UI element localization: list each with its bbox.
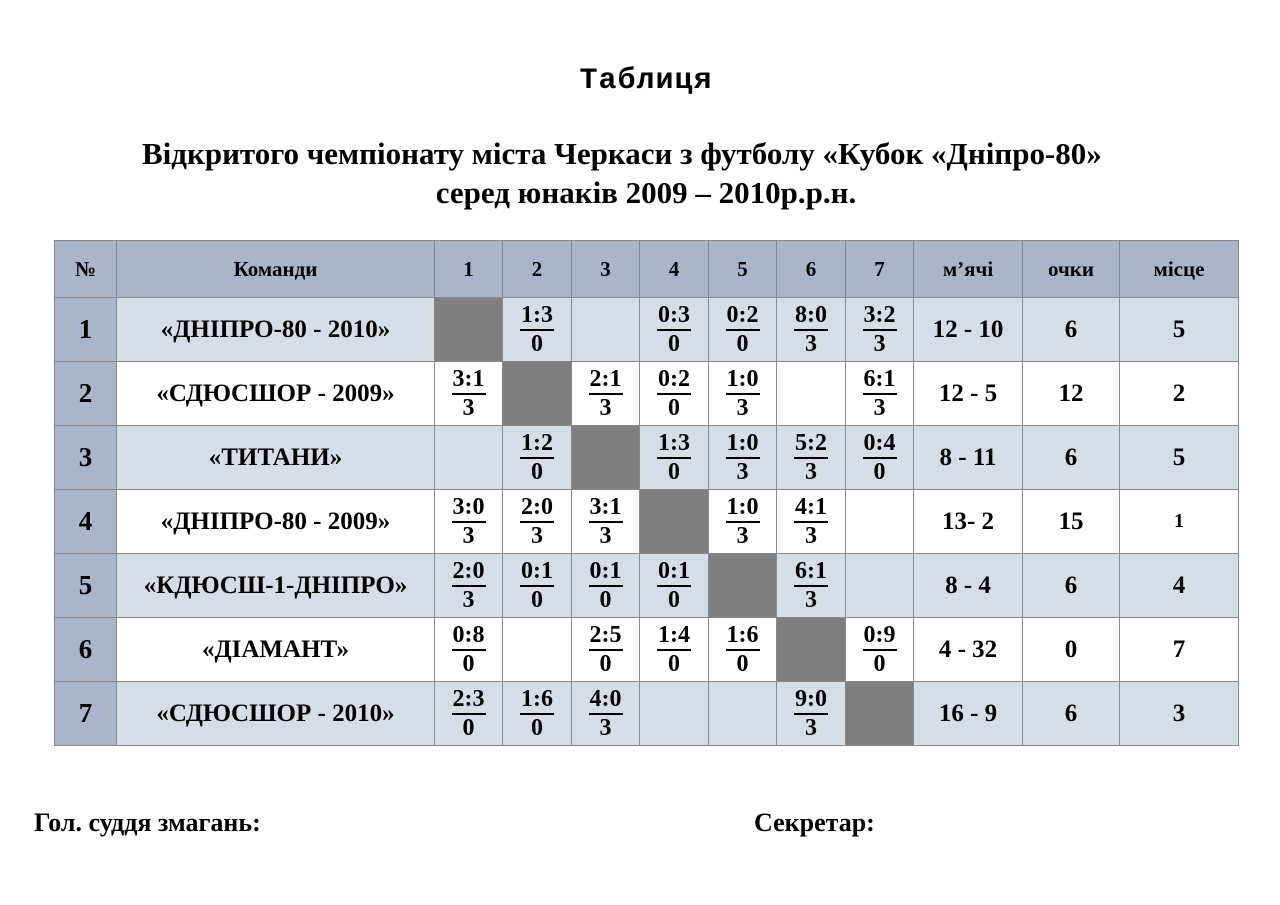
result-cell [572, 618, 640, 682]
match-score: 0:1 [657, 558, 691, 587]
header-points: очки [1023, 241, 1120, 298]
match-points: 0 [668, 586, 680, 613]
match-points: 3 [805, 330, 817, 357]
team-place: 3 [1120, 682, 1239, 746]
result-cell [846, 426, 914, 490]
row-number: 2 [55, 362, 117, 426]
team-place: 1 [1120, 490, 1239, 554]
result-cell [435, 426, 503, 490]
result-cell [846, 618, 914, 682]
result-cell [435, 618, 503, 682]
match-score: 0:2 [657, 366, 691, 395]
table-row [55, 298, 1239, 362]
match-score: 3:1 [452, 366, 486, 395]
match-points: 0 [531, 458, 543, 485]
result-cell [503, 682, 572, 746]
result-cell [846, 554, 914, 618]
match-score: 0:8 [452, 622, 486, 651]
result-cell [503, 426, 572, 490]
match-score: 1:0 [726, 494, 760, 523]
result-cell [777, 682, 846, 746]
match-score: 4:0 [589, 686, 623, 715]
header-balls: м’ячі [914, 241, 1023, 298]
result-cell [435, 682, 503, 746]
team-place: 4 [1120, 554, 1239, 618]
diagonal-cell [846, 682, 914, 746]
match-points: 3 [805, 522, 817, 549]
match-score: 0:9 [863, 622, 897, 651]
result-cell [572, 362, 640, 426]
match-points: 3 [462, 394, 475, 421]
header-col-5: 5 [709, 241, 777, 298]
result-cell [640, 298, 709, 362]
diagonal-cell [777, 618, 846, 682]
header-col-4: 4 [640, 241, 709, 298]
row-number: 6 [55, 618, 117, 682]
match-score: 6:1 [794, 558, 828, 587]
match-score: 2:5 [589, 622, 623, 651]
team-place: 5 [1120, 426, 1239, 490]
match-score: 1:0 [726, 366, 760, 395]
result-cell [777, 298, 846, 362]
diagonal-cell [572, 426, 640, 490]
goals-balance: 13- 2 [914, 490, 1023, 554]
match-score: 2:1 [589, 366, 623, 395]
match-points: 0 [736, 330, 749, 357]
result-cell [572, 682, 640, 746]
result-cell [435, 490, 503, 554]
team-points: 6 [1023, 426, 1120, 490]
match-score: 1:0 [726, 430, 760, 459]
goals-balance: 12 - 5 [914, 362, 1023, 426]
match-points: 3 [599, 394, 612, 421]
header-col-7: 7 [846, 241, 914, 298]
team-points: 6 [1023, 682, 1120, 746]
goals-balance: 8 - 4 [914, 554, 1023, 618]
match-score: 6:1 [863, 366, 897, 395]
match-points: 0 [668, 394, 680, 421]
match-score: 5:2 [794, 430, 828, 459]
match-points: 0 [668, 650, 680, 677]
result-cell [709, 426, 777, 490]
result-cell [709, 362, 777, 426]
team-points: 15 [1023, 490, 1120, 554]
match-points: 3 [873, 394, 886, 421]
match-points: 3 [599, 522, 612, 549]
row-number: 5 [55, 554, 117, 618]
team-points: 12 [1023, 362, 1120, 426]
result-cell [503, 298, 572, 362]
match-score: 9:0 [794, 686, 828, 715]
match-score: 8:0 [794, 302, 828, 331]
result-cell [640, 426, 709, 490]
table-row [55, 426, 1239, 490]
match-points: 3 [599, 714, 612, 741]
match-score: 4:1 [794, 494, 828, 523]
match-score: 1:6 [520, 686, 554, 715]
team-place: 2 [1120, 362, 1239, 426]
match-score: 1:3 [520, 302, 554, 331]
row-number: 7 [55, 682, 117, 746]
standings-table [54, 240, 1239, 746]
diagonal-cell [709, 554, 777, 618]
result-cell [435, 554, 503, 618]
table-row [55, 554, 1239, 618]
secretary-signature-label: Секретар: [754, 808, 875, 837]
header-row [55, 241, 1239, 298]
match-score: 0:2 [726, 302, 760, 331]
team-name: «ДНІПРО-80 - 2009» [117, 490, 435, 554]
match-points: 3 [805, 586, 817, 613]
match-score: 1:3 [657, 430, 691, 459]
match-score: 3:2 [863, 302, 897, 331]
header-number: № [55, 241, 117, 298]
result-cell [709, 298, 777, 362]
subtitle-line-2: серед юнаків 2009 – 2010р.р.н. [435, 175, 857, 210]
judge-signature-label: Гол. суддя змагань: [34, 808, 261, 837]
match-score: 2:0 [520, 494, 554, 523]
result-cell [572, 554, 640, 618]
result-cell [709, 682, 777, 746]
match-score: 0:1 [589, 558, 623, 587]
match-points: 3 [736, 522, 749, 549]
team-place: 7 [1120, 618, 1239, 682]
document-title: Таблиця [579, 64, 713, 98]
result-cell [503, 618, 572, 682]
match-score: 2:0 [452, 558, 486, 587]
result-cell [640, 682, 709, 746]
row-number: 4 [55, 490, 117, 554]
goals-balance: 12 - 10 [914, 298, 1023, 362]
match-score: 1:6 [726, 622, 760, 651]
match-points: 0 [599, 650, 612, 677]
team-points: 0 [1023, 618, 1120, 682]
match-points: 0 [462, 714, 475, 741]
match-score: 0:4 [863, 430, 897, 459]
goals-balance: 8 - 11 [914, 426, 1023, 490]
result-cell [777, 426, 846, 490]
goals-balance: 16 - 9 [914, 682, 1023, 746]
match-score: 0:3 [657, 302, 691, 331]
match-points: 0 [531, 330, 543, 357]
result-cell [640, 362, 709, 426]
result-cell [777, 490, 846, 554]
team-points: 6 [1023, 298, 1120, 362]
team-name: «СДЮСШОР - 2010» [117, 682, 435, 746]
match-points: 0 [531, 586, 543, 613]
row-number: 1 [55, 298, 117, 362]
team-name: «ДНІПРО-80 - 2010» [117, 298, 435, 362]
header-col-1: 1 [435, 241, 503, 298]
match-points: 0 [462, 650, 475, 677]
result-cell [777, 554, 846, 618]
team-name: «СДЮСШОР - 2009» [117, 362, 435, 426]
table-body [55, 298, 1239, 746]
match-points: 0 [668, 330, 680, 357]
match-points: 3 [805, 714, 817, 741]
result-cell [572, 298, 640, 362]
team-name: «КДЮСШ-1-ДНІПРО» [117, 554, 435, 618]
match-points: 3 [805, 458, 817, 485]
header-col-2: 2 [503, 241, 572, 298]
result-cell [709, 490, 777, 554]
match-points: 0 [599, 586, 612, 613]
match-points: 0 [531, 714, 543, 741]
diagonal-cell [640, 490, 709, 554]
diagonal-cell [435, 298, 503, 362]
match-score: 1:2 [520, 430, 554, 459]
header-teams: Команди [117, 241, 435, 298]
match-points: 3 [736, 458, 749, 485]
result-cell [709, 618, 777, 682]
result-cell [572, 490, 640, 554]
match-score: 3:0 [452, 494, 486, 523]
match-score: 3:1 [589, 494, 623, 523]
result-cell [846, 362, 914, 426]
result-cell [640, 554, 709, 618]
match-points: 3 [462, 522, 475, 549]
match-points: 0 [873, 458, 886, 485]
team-points: 6 [1023, 554, 1120, 618]
result-cell [846, 490, 914, 554]
diagonal-cell [503, 362, 572, 426]
table-row [55, 362, 1239, 426]
match-score: 1:4 [657, 622, 691, 651]
match-score: 2:3 [452, 686, 486, 715]
header-col-3: 3 [572, 241, 640, 298]
result-cell [503, 554, 572, 618]
subtitle-line-1: Відкритого чемпіонату міста Черкаси з футболу «Кубок «Дніпро-80» [142, 136, 1102, 171]
header-col-6: 6 [777, 241, 846, 298]
result-cell [777, 362, 846, 426]
row-number: 3 [55, 426, 117, 490]
result-cell [846, 298, 914, 362]
match-points: 0 [736, 650, 749, 677]
match-points: 0 [873, 650, 886, 677]
header-place: місце [1120, 241, 1239, 298]
result-cell [503, 490, 572, 554]
match-points: 3 [873, 330, 886, 357]
table-row [55, 490, 1239, 554]
result-cell [435, 362, 503, 426]
match-points: 3 [462, 586, 475, 613]
team-name: «ТИТАНИ» [117, 426, 435, 490]
result-cell [640, 618, 709, 682]
match-points: 3 [531, 522, 543, 549]
goals-balance: 4 - 32 [914, 618, 1023, 682]
table-row [55, 618, 1239, 682]
match-points: 3 [736, 394, 749, 421]
match-points: 0 [668, 458, 680, 485]
team-name: «ДІАМАНТ» [117, 618, 435, 682]
team-place: 5 [1120, 298, 1239, 362]
match-score: 0:1 [520, 558, 554, 587]
table-row [55, 682, 1239, 746]
